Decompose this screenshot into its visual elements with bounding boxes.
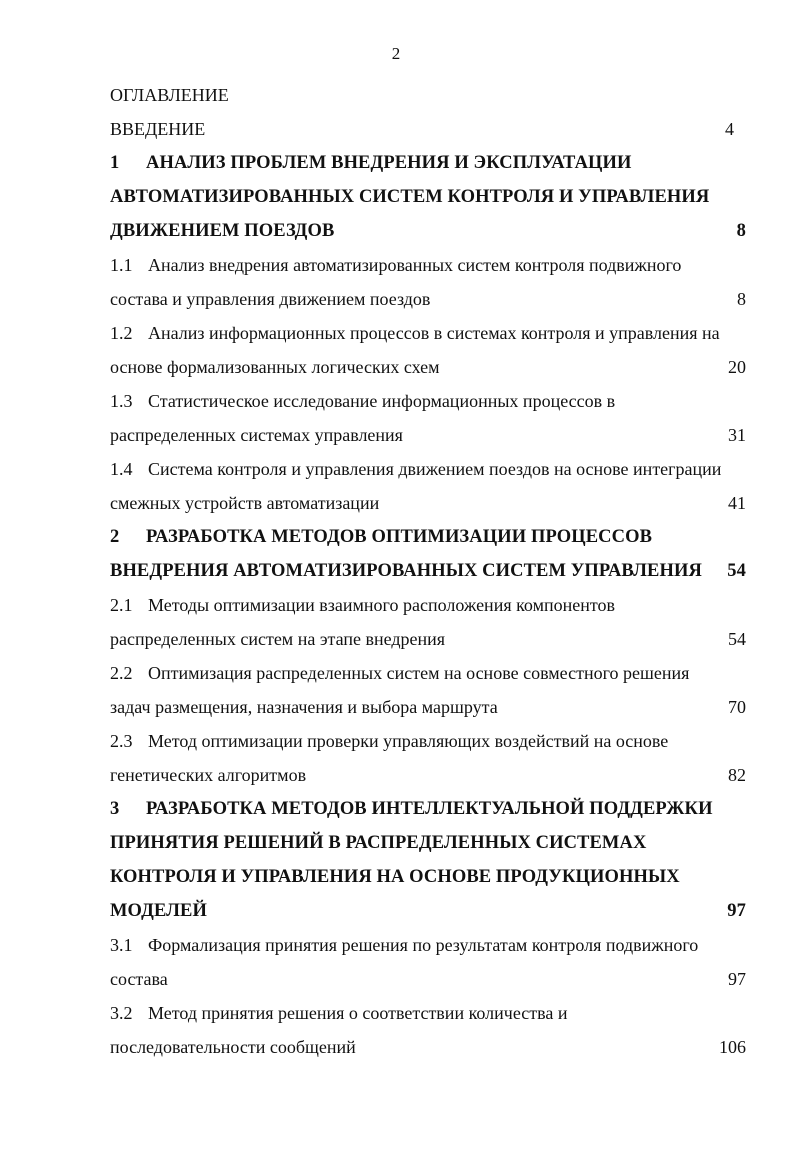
section-heading xyxy=(110,520,746,554)
subsection-entry-cont xyxy=(110,282,746,316)
section-number: 1 xyxy=(110,153,120,173)
section-heading xyxy=(110,792,746,826)
section-page: 8 xyxy=(736,221,746,241)
section-heading xyxy=(110,146,746,180)
subsection-title-line: Система контроля и управления движением поездов на основе интеграции xyxy=(148,459,722,479)
subsection-entry-cont xyxy=(110,758,746,792)
subsection-number: 3.1 xyxy=(110,935,133,955)
table-of-contents xyxy=(110,78,746,1064)
subsection-title-line: генетических алгоритмов xyxy=(110,765,307,785)
subsection-entry-cont xyxy=(110,1030,746,1064)
toc-title: ОГЛАВЛЕНИЕ xyxy=(110,85,229,105)
subsection-title-line: Метод оптимизации проверки управляющих воздействий на основе xyxy=(148,731,669,751)
section-title-line: АВТОМАТИЗИРОВАННЫХ СИСТЕМ КОНТРОЛЯ И УПРАВЛЕНИЯ xyxy=(110,187,710,207)
subsection-title-line: Анализ внедрения автоматизированных систем контроля подвижного xyxy=(148,255,682,275)
subsection-title-line: Оптимизация распределенных систем на основе совместного решения xyxy=(148,663,690,683)
subsection-page: 8 xyxy=(737,289,746,309)
page-number: 2 xyxy=(391,44,401,63)
subsection-entry-cont xyxy=(110,350,746,384)
section-title-line: ВНЕДРЕНИЯ АВТОМАТИЗИРОВАННЫХ СИСТЕМ УПРАВЛЕНИЯ xyxy=(110,561,702,581)
subsection-number: 2.2 xyxy=(110,663,133,683)
subsection-number: 1.4 xyxy=(110,459,133,479)
subsection-entry xyxy=(110,248,746,282)
subsection-title-line: последовательности сообщений xyxy=(110,1037,356,1057)
toc-entry-intro xyxy=(110,112,746,146)
subsection-page: 82 xyxy=(728,765,746,785)
subsection-entry-cont xyxy=(110,622,746,656)
subsection-title-line: распределенных системах управления xyxy=(110,425,403,445)
subsection-entry xyxy=(110,996,746,1030)
subsection-number: 1.3 xyxy=(110,391,133,411)
subsection-entry xyxy=(110,724,746,758)
section-heading-cont xyxy=(110,826,746,860)
subsection-entry xyxy=(110,928,746,962)
subsection-title-line: смежных устройств автоматизации xyxy=(110,493,380,513)
subsection-page: 41 xyxy=(728,493,746,513)
subsection-entry xyxy=(110,384,746,418)
subsection-title-line: Методы оптимизации взаимного расположения компонентов xyxy=(148,595,615,615)
subsection-number: 3.2 xyxy=(110,1003,133,1023)
subsection-title-line: состава и управления движением поездов xyxy=(110,289,431,309)
section-title-line: ПРИНЯТИЯ РЕШЕНИЙ В РАСПРЕДЕЛЕННЫХ СИСТЕМАХ xyxy=(110,833,647,853)
subsection-number: 1.2 xyxy=(110,323,133,343)
section-heading-cont xyxy=(110,554,746,588)
subsection-title-line: распределенных систем на этапе внедрения xyxy=(110,629,446,649)
subsection-entry xyxy=(110,452,746,486)
subsection-entry xyxy=(110,656,746,690)
subsection-entry xyxy=(110,316,746,350)
subsection-title-line: основе формализованных логических схем xyxy=(110,357,440,377)
subsection-entry xyxy=(110,588,746,622)
subsection-entry-cont xyxy=(110,962,746,996)
subsection-number: 2.3 xyxy=(110,731,133,751)
subsection-title-line: Метод принятия решения о соответствии количества и xyxy=(148,1003,568,1023)
subsection-number: 2.1 xyxy=(110,595,133,615)
subsection-entry-cont xyxy=(110,486,746,520)
section-number: 3 xyxy=(110,799,120,819)
section-title-line: МОДЕЛЕЙ xyxy=(110,901,207,921)
subsection-page: 70 xyxy=(728,697,746,717)
subsection-title-line: Формализация принятия решения по результатам контроля подвижного xyxy=(148,935,699,955)
section-heading-cont xyxy=(110,894,746,928)
toc-entry-page: 4 xyxy=(725,119,734,139)
subsection-title-line: состава xyxy=(110,969,168,989)
subsection-page: 54 xyxy=(728,629,746,649)
section-title-line: КОНТРОЛЯ И УПРАВЛЕНИЯ НА ОСНОВЕ ПРОДУКЦИОННЫХ xyxy=(110,867,680,887)
section-heading-cont xyxy=(110,180,746,214)
subsection-title-line: Анализ информационных процессов в системах контроля и управления на xyxy=(148,323,720,343)
section-title-line: РАЗРАБОТКА МЕТОДОВ ИНТЕЛЛЕКТУАЛЬНОЙ ПОДДЕРЖКИ xyxy=(146,799,713,819)
section-title-line: ДВИЖЕНИЕМ ПОЕЗДОВ xyxy=(110,221,335,241)
toc-entry-title: ВВЕДЕНИЕ xyxy=(110,119,206,139)
section-page: 97 xyxy=(727,901,746,921)
subsection-entry-cont xyxy=(110,690,746,724)
subsection-number: 1.1 xyxy=(110,255,133,275)
section-title-line: АНАЛИЗ ПРОБЛЕМ ВНЕДРЕНИЯ И ЭКСПЛУАТАЦИИ xyxy=(146,153,632,173)
section-heading-cont xyxy=(110,860,746,894)
subsection-title-line: Статистическое исследование информационных процессов в xyxy=(148,391,616,411)
section-title-line: РАЗРАБОТКА МЕТОДОВ ОПТИМИЗАЦИИ ПРОЦЕССОВ xyxy=(146,527,653,547)
subsection-page: 31 xyxy=(728,425,746,445)
section-page: 54 xyxy=(727,561,746,581)
subsection-title-line: задач размещения, назначения и выбора маршрута xyxy=(110,697,498,717)
section-number: 2 xyxy=(110,527,120,547)
subsection-entry-cont xyxy=(110,418,746,452)
section-heading-cont xyxy=(110,214,746,248)
subsection-page: 97 xyxy=(728,969,746,989)
subsection-page: 20 xyxy=(728,357,746,377)
subsection-page: 106 xyxy=(719,1037,746,1057)
